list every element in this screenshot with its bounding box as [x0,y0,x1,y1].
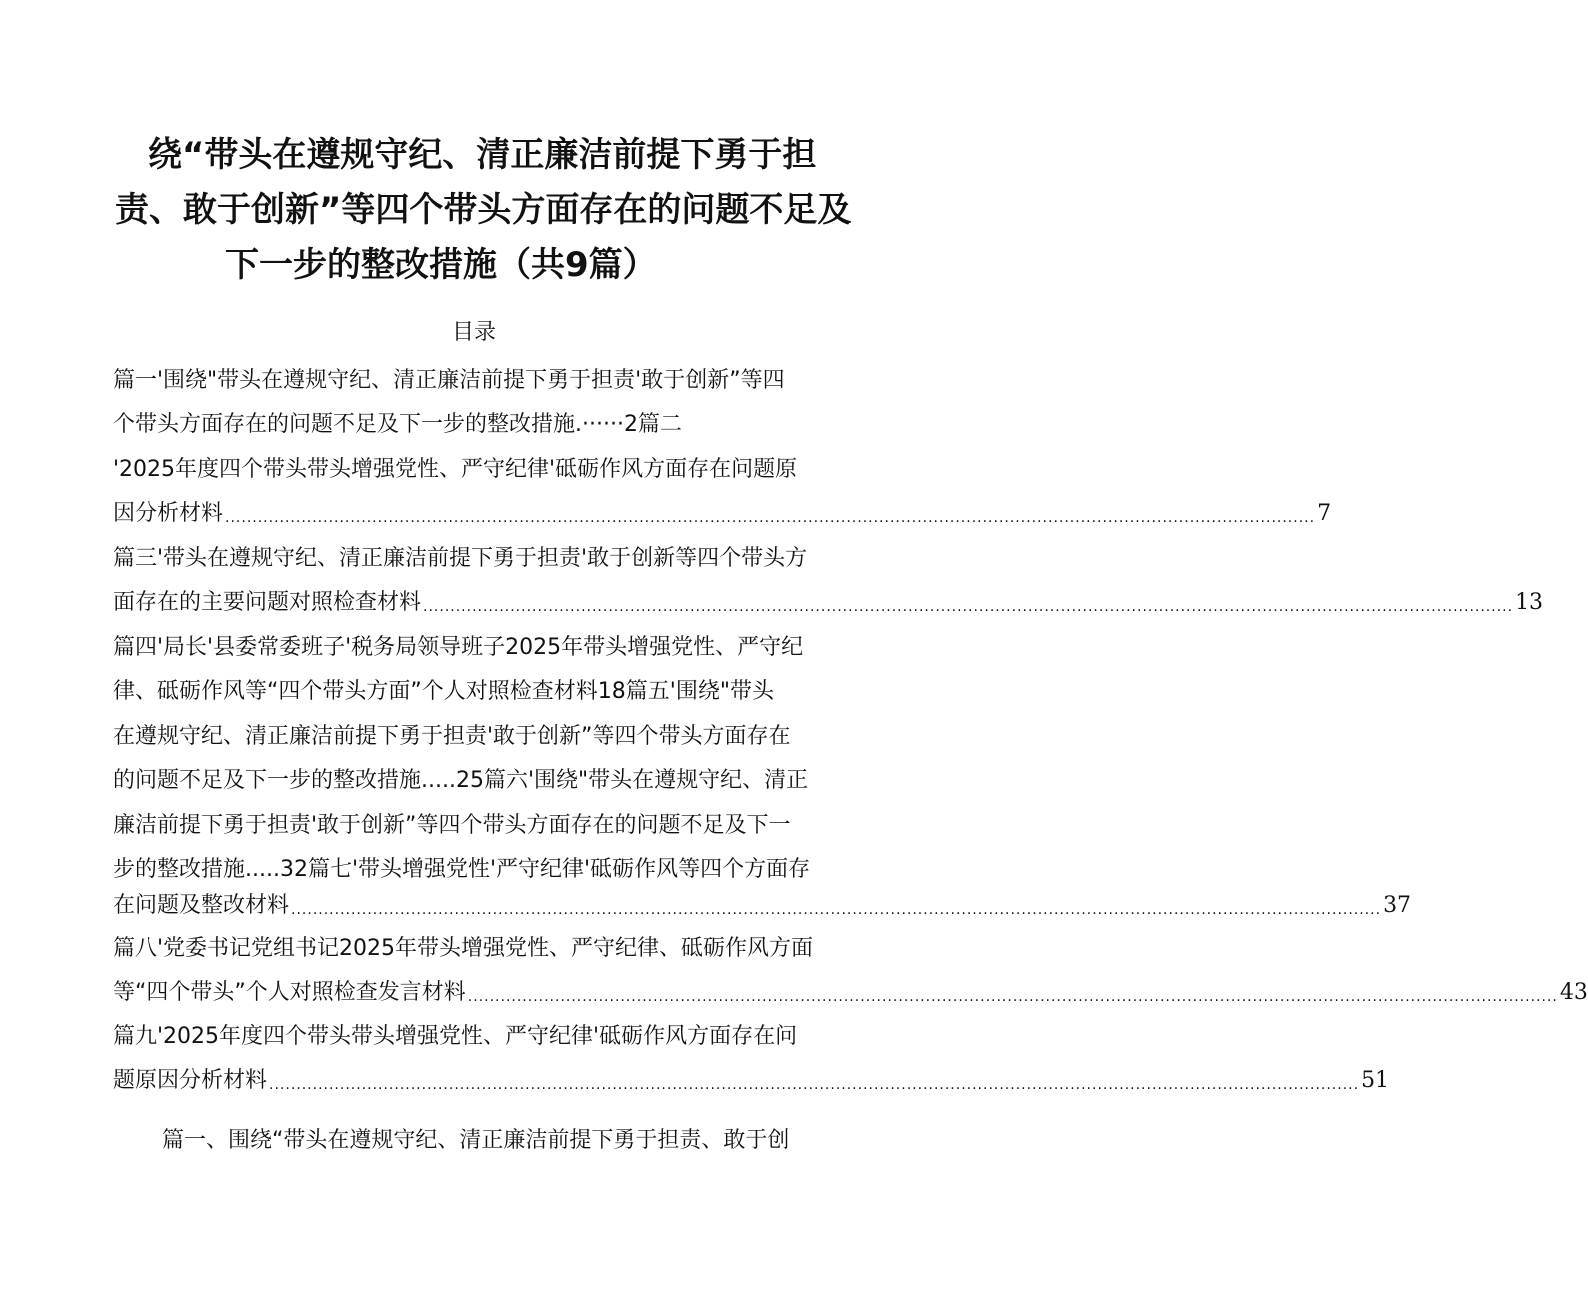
toc-page-number: 43 [1559,980,1588,1005]
dot-leader: ........................................................................................................................................................................................................ [291,902,1382,918]
section-one-heading: 篇一、围绕“带头在遵规守纪、清正廉洁前提下勇于担责、敢于创 [162,1128,790,1153]
toc-line[interactable]: 在遵规守纪、清正廉洁前提下勇于担责'敢于创新”等四个带头方面存在 [113,724,791,749]
toc-line[interactable]: 篇一'围绕"带头在遵规守纪、清正廉洁前提下勇于担责'敢于创新”等四 [113,368,785,393]
toc-line[interactable]: 的问题不足及下一步的整改措施.....25篇六'围绕"带头在遵规守纪、清正 [113,768,809,793]
toc-entry-with-page[interactable] [113,1063,1390,1099]
toc-entry-with-page[interactable] [113,585,1544,621]
dot-leader: ........................................................................................................................................................................................................ [467,989,1558,1005]
toc-entry-text: 题原因分析材料 [113,1068,268,1093]
toc-entry-with-page[interactable] [113,496,1332,532]
document-title-line-3: 下一步的整改措施（共9篇） [225,245,657,285]
toc-entry-text: 因分析材料 [113,501,224,526]
toc-line[interactable]: 篇八'党委书记党组书记2025年带头增强党性、严守纪律、砥砺作风方面 [113,936,814,961]
toc-line[interactable]: 律、砥砺作风等“四个带头方面”个人对照检查材料18篇五'围绕"带头 [113,679,774,704]
toc-line[interactable]: 个带头方面存在的问题不足及下一步的整改措施.······2篇二 [113,412,682,437]
toc-entry-text: 等“四个带头”个人对照检查发言材料 [113,980,466,1005]
toc-page-number: 7 [1317,501,1332,526]
toc-entry-text: 面存在的主要问题对照检查材料 [113,590,422,615]
toc-entry-with-page[interactable] [113,888,1412,924]
toc-line[interactable]: 篇三'带头在遵规守纪、清正廉洁前提下勇于担责'敢于创新等四个带头方 [113,546,808,571]
toc-page-number: 51 [1361,1068,1390,1093]
dot-leader: ........................................................................................................................................................................................................ [225,510,1316,526]
dot-leader: ........................................................................................................................................................................................................ [423,599,1514,615]
toc-line[interactable]: 篇四'局长'县委常委班子'税务局领导班子2025年带头增强党性、严守纪 [113,635,804,660]
toc-page-number: 37 [1383,893,1412,918]
toc-entry-with-page[interactable] [113,975,1588,1011]
toc-line[interactable]: '2025年度四个带头带头增强党性、严守纪律'砥砺作风方面存在问题原 [113,457,798,482]
toc-line[interactable]: 廉洁前提下勇于担责'敢于创新”等四个带头方面存在的问题不足及下一 [113,813,791,838]
toc-heading: 目录 [451,320,496,345]
toc-page-number: 13 [1515,590,1544,615]
toc-line[interactable]: 篇九'2025年度四个带头带头增强党性、严守纪律'砥砺作风方面存在问 [113,1024,798,1049]
document-title-line-1: 绕“带头在遵规守纪、清正廉洁前提下勇于担 [148,135,817,175]
toc-line[interactable]: 步的整改措施.....32篇七'带头增强党性'严守纪律'砥砺作风等四个方面存 [113,857,811,882]
document-title-line-2: 责、敢于创新”等四个带头方面存在的问题不足及 [115,190,852,230]
dot-leader: ........................................................................................................................................................................................................ [269,1077,1360,1093]
toc-entry-text: 在问题及整改材料 [113,893,290,918]
